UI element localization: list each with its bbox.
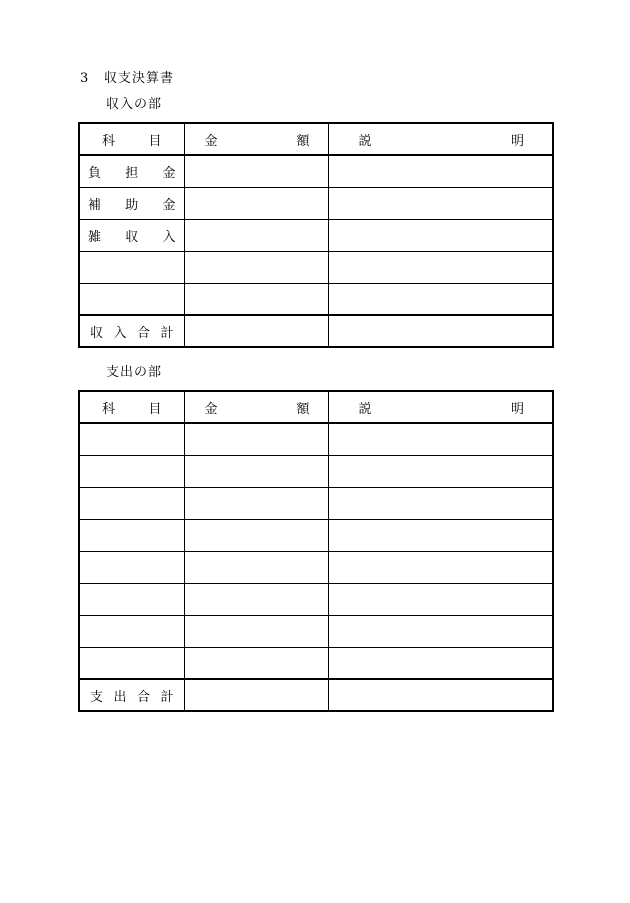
income-header-row [79, 123, 553, 155]
expense-description-cell[interactable] [328, 583, 553, 615]
expense-row [79, 423, 553, 455]
expense-section-title: 支出の部 [106, 365, 163, 380]
expense-row [79, 455, 553, 487]
section-heading [80, 70, 174, 88]
income-table [78, 122, 554, 348]
expense-amount-cell[interactable] [184, 615, 328, 647]
expense-description-cell[interactable] [328, 519, 553, 551]
income-total-description[interactable] [328, 315, 553, 347]
expense-description-cell[interactable] [328, 551, 553, 583]
expense-description-cell[interactable] [328, 423, 553, 455]
expense-total-amount[interactable] [184, 679, 328, 711]
header-description: 説 明 [328, 391, 553, 423]
expense-amount-cell[interactable] [184, 423, 328, 455]
expense-total-description[interactable] [328, 679, 553, 711]
expense-amount-cell[interactable] [184, 455, 328, 487]
section-number: 3 [80, 71, 90, 86]
expense-row [79, 519, 553, 551]
expense-header-row [79, 391, 553, 423]
income-description-cell[interactable] [328, 187, 553, 219]
income-description-cell[interactable] [328, 251, 553, 283]
expense-amount-cell[interactable] [184, 583, 328, 615]
expense-row [79, 583, 553, 615]
income-total-row [79, 315, 553, 347]
expense-item-cell[interactable] [79, 487, 184, 519]
income-item-cell[interactable] [79, 283, 184, 315]
income-amount-cell[interactable] [184, 155, 328, 187]
expense-item-cell[interactable] [79, 519, 184, 551]
income-description-cell[interactable] [328, 219, 553, 251]
expense-item-cell[interactable] [79, 455, 184, 487]
income-total-amount[interactable] [184, 315, 328, 347]
income-row [79, 283, 553, 315]
income-item-cell: 負 担 金 [79, 155, 184, 187]
expense-description-cell[interactable] [328, 647, 553, 679]
income-row [79, 219, 553, 251]
income-row [79, 187, 553, 219]
expense-item-cell[interactable] [79, 551, 184, 583]
header-amount: 金 額 [184, 123, 328, 155]
expense-amount-cell[interactable] [184, 487, 328, 519]
income-row [79, 251, 553, 283]
expense-item-cell[interactable] [79, 583, 184, 615]
income-amount-cell[interactable] [184, 251, 328, 283]
expense-description-cell[interactable] [328, 487, 553, 519]
income-total-label: 収 入 合 計 [79, 315, 184, 347]
income-section-title: 収入の部 [106, 97, 163, 112]
income-item-cell: 補 助 金 [79, 187, 184, 219]
income-row [79, 155, 553, 187]
expense-amount-cell[interactable] [184, 519, 328, 551]
expense-row [79, 487, 553, 519]
header-item: 科 目 [79, 391, 184, 423]
expense-amount-cell[interactable] [184, 647, 328, 679]
expense-table [78, 390, 554, 712]
header-amount: 金 額 [184, 391, 328, 423]
expense-amount-cell[interactable] [184, 551, 328, 583]
expense-description-cell[interactable] [328, 455, 553, 487]
expense-row [79, 551, 553, 583]
income-description-cell[interactable] [328, 283, 553, 315]
expense-row [79, 647, 553, 679]
section-title: 収支決算書 [104, 71, 175, 86]
header-item: 科 目 [79, 123, 184, 155]
income-item-cell: 雑 収 入 [79, 219, 184, 251]
expense-item-cell[interactable] [79, 615, 184, 647]
income-description-cell[interactable] [328, 155, 553, 187]
expense-total-row [79, 679, 553, 711]
expense-description-cell[interactable] [328, 615, 553, 647]
expense-row [79, 615, 553, 647]
expense-total-label: 支 出 合 計 [79, 679, 184, 711]
expense-item-cell[interactable] [79, 647, 184, 679]
income-amount-cell[interactable] [184, 187, 328, 219]
income-amount-cell[interactable] [184, 219, 328, 251]
income-amount-cell[interactable] [184, 283, 328, 315]
header-description: 説 明 [328, 123, 553, 155]
expense-item-cell[interactable] [79, 423, 184, 455]
income-item-cell[interactable] [79, 251, 184, 283]
